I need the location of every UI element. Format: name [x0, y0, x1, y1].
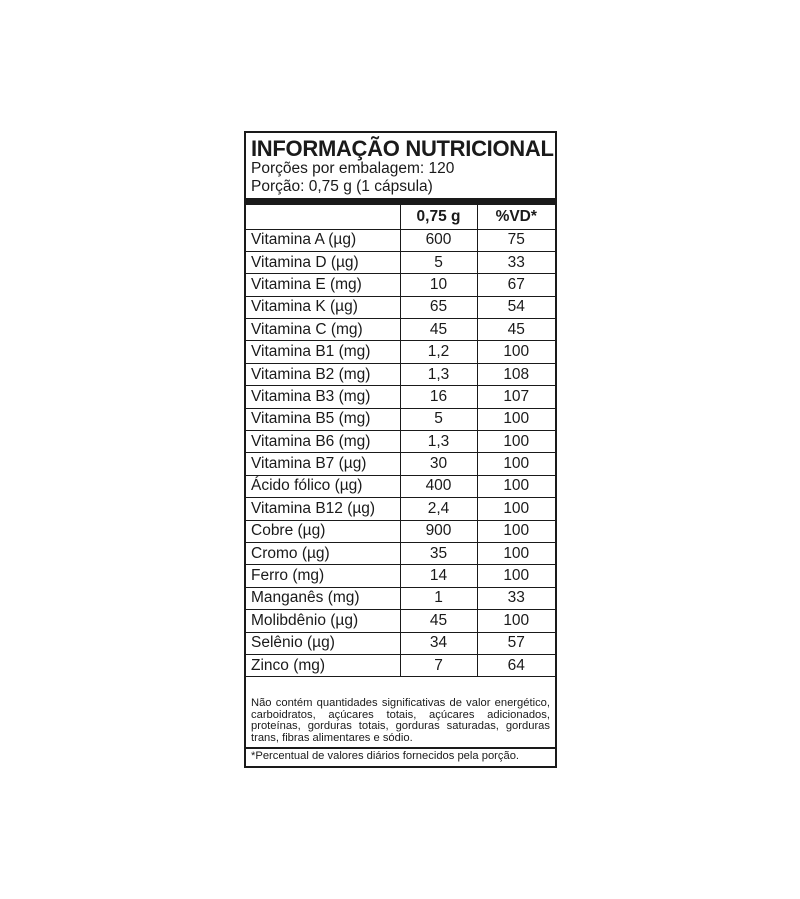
nutrient-vd: 100	[477, 408, 555, 430]
table-row	[246, 565, 555, 587]
nutrient-name: Cobre (µg)	[246, 520, 400, 542]
nutrient-name: Vitamina A (µg)	[246, 229, 400, 251]
nutrient-amount: 1	[400, 587, 477, 609]
nutrient-amount: 5	[400, 408, 477, 430]
nutrient-amount: 35	[400, 542, 477, 564]
nutrient-amount: 16	[400, 386, 477, 408]
nutrient-amount: 14	[400, 565, 477, 587]
nutrient-amount: 1,3	[400, 431, 477, 453]
table-row	[246, 431, 555, 453]
header-nutrient	[246, 205, 400, 229]
table-row	[246, 319, 555, 341]
nutrient-vd: 100	[477, 475, 555, 497]
nutrient-vd: 33	[477, 587, 555, 609]
nutrient-name: Vitamina B3 (mg)	[246, 386, 400, 408]
nutrient-vd: 108	[477, 363, 555, 385]
nutrient-vd: 100	[477, 431, 555, 453]
nutrient-amount: 900	[400, 520, 477, 542]
table-row	[246, 654, 555, 676]
label-title: INFORMAÇÃO NUTRICIONAL	[251, 136, 554, 161]
nutrient-amount: 10	[400, 274, 477, 296]
nutrient-name: Ferro (mg)	[246, 565, 400, 587]
table-row	[246, 610, 555, 632]
nutrient-vd: 100	[477, 565, 555, 587]
table-row	[246, 408, 555, 430]
nutrient-name: Cromo (µg)	[246, 542, 400, 564]
footnote: Não contém quantidades significativas de valor energético, carboidratos, açúcares totais, açúcares adicionados, proteínas, gorduras totais, gorduras saturadas, gorduras trans, fibras alimentares e sódio.	[251, 697, 550, 745]
nutrient-vd: 100	[477, 498, 555, 520]
table-row	[246, 274, 555, 296]
nutrient-vd: 107	[477, 386, 555, 408]
table-row	[246, 229, 555, 251]
table-header-row	[246, 205, 555, 229]
nutrient-amount: 65	[400, 296, 477, 318]
nutrient-name: Ácido fólico (µg)	[246, 475, 400, 497]
serving-size: Porção: 0,75 g (1 cápsula)	[251, 178, 433, 195]
nutrient-vd: 64	[477, 654, 555, 676]
nutrient-name: Vitamina K (µg)	[246, 296, 400, 318]
nutrient-amount: 1,3	[400, 363, 477, 385]
nutrient-amount: 30	[400, 453, 477, 475]
nutrient-name: Selênio (µg)	[246, 632, 400, 654]
servings-per-package: Porções por embalagem: 120	[251, 160, 455, 177]
nutrient-amount: 7	[400, 654, 477, 676]
nutrient-name: Vitamina B1 (mg)	[246, 341, 400, 363]
nutrient-amount: 1,2	[400, 341, 477, 363]
nutrient-table	[246, 205, 555, 677]
nutrient-vd: 67	[477, 274, 555, 296]
nutrient-vd: 57	[477, 632, 555, 654]
nutrient-amount: 400	[400, 475, 477, 497]
table-row	[246, 498, 555, 520]
nutrient-vd: 54	[477, 296, 555, 318]
nutrient-amount: 45	[400, 319, 477, 341]
nutrient-name: Vitamina B12 (µg)	[246, 498, 400, 520]
nutrient-name: Vitamina C (mg)	[246, 319, 400, 341]
table-row	[246, 341, 555, 363]
asterisk-note: *Percentual de valores diários fornecidos pela porção.	[251, 750, 520, 762]
table-row	[246, 363, 555, 385]
nutrient-amount: 45	[400, 610, 477, 632]
nutrient-amount: 2,4	[400, 498, 477, 520]
table-row	[246, 542, 555, 564]
table-row	[246, 475, 555, 497]
nutrient-vd: 75	[477, 229, 555, 251]
table-row	[246, 520, 555, 542]
nutrient-vd: 33	[477, 251, 555, 273]
nutrient-name: Manganês (mg)	[246, 587, 400, 609]
header-vd: %VD*	[477, 205, 555, 229]
nutrient-amount: 5	[400, 251, 477, 273]
nutrient-vd: 45	[477, 319, 555, 341]
nutrient-name: Vitamina B2 (mg)	[246, 363, 400, 385]
nutrient-name: Vitamina D (µg)	[246, 251, 400, 273]
nutrition-facts-label	[244, 131, 557, 768]
header-amount: 0,75 g	[400, 205, 477, 229]
nutrient-vd: 100	[477, 341, 555, 363]
nutrient-name: Vitamina B7 (µg)	[246, 453, 400, 475]
nutrient-vd: 100	[477, 542, 555, 564]
thick-divider	[246, 198, 555, 205]
nutrient-vd: 100	[477, 610, 555, 632]
nutrient-name: Vitamina B5 (mg)	[246, 408, 400, 430]
nutrient-amount: 600	[400, 229, 477, 251]
nutrient-amount: 34	[400, 632, 477, 654]
table-row	[246, 251, 555, 273]
nutrient-name: Molibdênio (µg)	[246, 610, 400, 632]
nutrient-name: Zinco (mg)	[246, 654, 400, 676]
table-row	[246, 587, 555, 609]
footnote-divider	[246, 747, 555, 749]
nutrient-vd: 100	[477, 453, 555, 475]
table-row	[246, 296, 555, 318]
table-row	[246, 632, 555, 654]
nutrient-vd: 100	[477, 520, 555, 542]
table-row	[246, 386, 555, 408]
nutrient-name: Vitamina B6 (mg)	[246, 431, 400, 453]
table-row	[246, 453, 555, 475]
nutrient-name: Vitamina E (mg)	[246, 274, 400, 296]
